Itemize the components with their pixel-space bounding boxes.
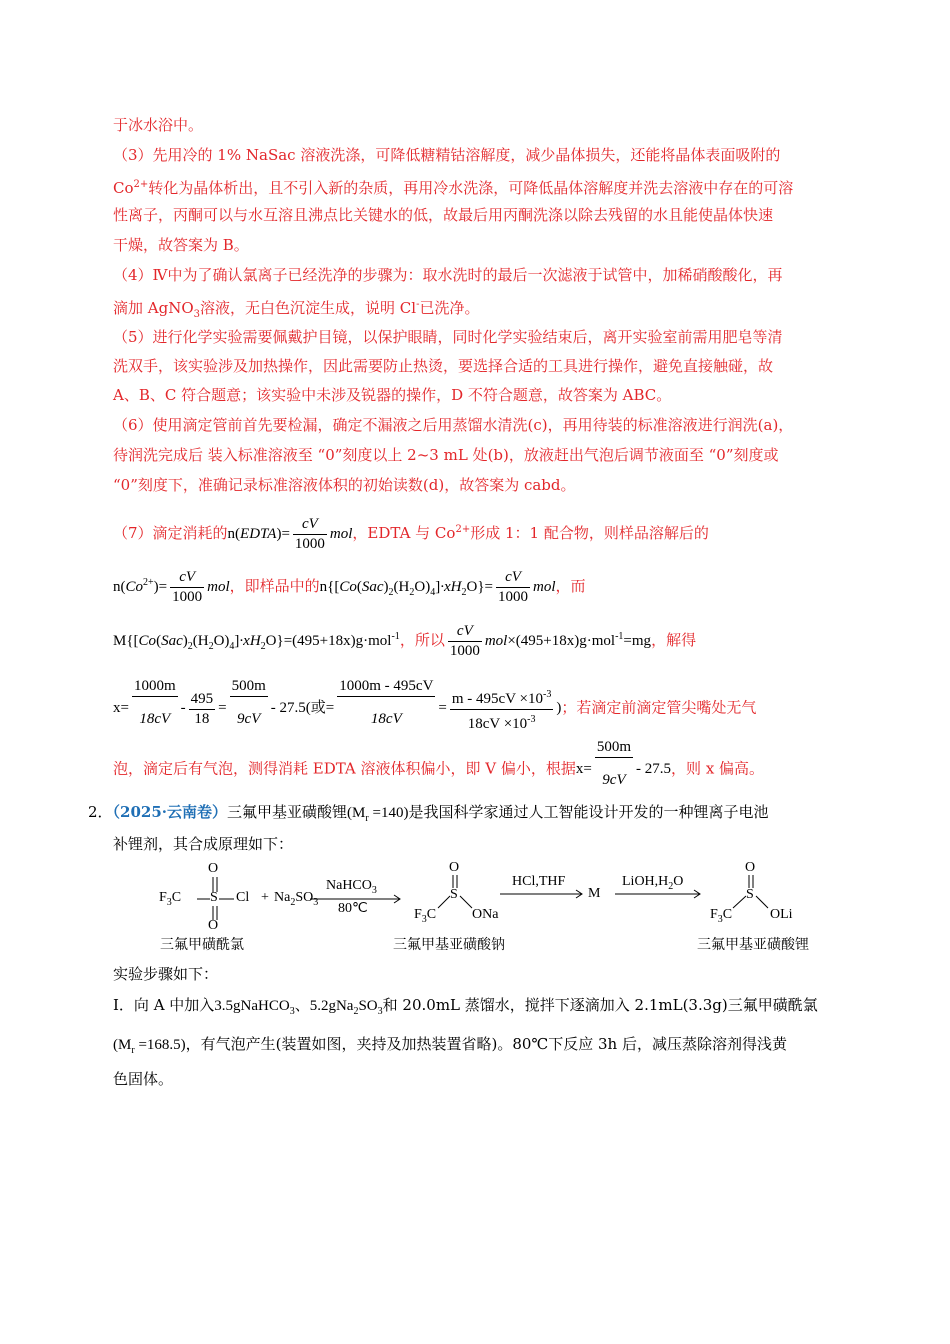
solution-line-9: 洗双手，该实验涉及加热操作，因此需要防止热烫，要选择合适的工具进行操作，避免直接触碰，故 bbox=[113, 357, 774, 375]
reagent-nahco3: NaHCO$_3$ bbox=[326, 878, 377, 896]
cf3-group-1: $F_3C$ bbox=[159, 890, 182, 908]
cf3-group-2: $F_3C$ bbox=[414, 907, 437, 925]
formula-line-2: $n(Co^{2+})=$ $\frac{cV}{1000}$ mol，即样品中的$n\{[Co(Sac)_2(H_2O)_4]\cdot xH_2O\}=$ $\frac{cV}{1000}$ mol，而 bbox=[113, 569, 586, 606]
step-1-line-2: $(M_r =168.5)$，有气泡产生(装置如图，夹持及加热装置省略)。80℃下反应 3h 后，减压蒸除溶剂得浅黄 bbox=[113, 1035, 787, 1056]
fraction-cv-1000: $\frac{cV}{1000}$ bbox=[294, 516, 325, 553]
solution-line-4: 性离子，丙酮可以与水互溶且沸点比关键水的低，故最后用丙酮洗涤以除去残留的水且能使晶体快速 bbox=[113, 206, 774, 224]
steps-title: 实验步骤如下： bbox=[113, 965, 219, 983]
question-2-line-1: 2．（2025·云南卷）三氟甲基亚磺酸锂$(M_r =140)$是我国科学家通过人工智能设计开发的一种锂离子电池 bbox=[88, 803, 769, 824]
formula-line-4: x= $\frac{1000m}{18cV}$ - $\frac{495}{18}$ = $\frac{500m}{9cV} - 27.5$(或= $\frac{1000m - 495cV}{18cV}$ = $\frac{m - 495cV \times 10^{-3}}{18cV \times 10^{-3}}$ )；若滴定前滴定管尖嘴处无气 bbox=[113, 678, 757, 732]
ona-group: ONa bbox=[472, 907, 499, 922]
sulfonyl-oxygen-bottom: O bbox=[208, 918, 219, 933]
solution-line-3: $Co^{2+}$转化为晶体析出，且不引入新的杂质，再用冷水洗涤，可降低晶体溶解度并洗去溶液中存在的可溶 bbox=[113, 179, 794, 197]
sulfur-2: S bbox=[450, 887, 458, 902]
step-1-line-3: 色固体。 bbox=[113, 1070, 174, 1088]
intermediate-M: M bbox=[588, 886, 601, 901]
n-co-formula: $n(Co^{2+})=$ $\frac{cV}{1000}$ mol bbox=[113, 569, 230, 606]
sulfur-1: S bbox=[210, 890, 218, 905]
x-solution-formula: x= $\frac{1000m}{18cV}$ - $\frac{495}{18}$ = $\frac{500m}{9cV} - 27.5$(或= $\frac{1000m - 495cV}{18cV}$ = $\frac{m - 495cV \times 10^{-3}}{18cV \times 10^{-3}}$ ) bbox=[113, 678, 562, 732]
sulfinyl-oxygen-2: O bbox=[449, 860, 460, 875]
formula-line-5: 泡，滴定后有气泡，测得消耗 EDTA 溶液体积偏小，即 V 偏小，根据x= $\frac{500m}{9cV} - 27.5$，则 x 偏高。 bbox=[113, 739, 765, 788]
solution-line-1: 于冰水浴中。 bbox=[113, 116, 204, 134]
question-2-line-2: 补锂剂，其合成原理如下： bbox=[113, 835, 294, 853]
solution-line-13: “0”刻度下，准确记录标准溶液体积的初始读数(d)，故答案为 cabd。 bbox=[113, 476, 576, 494]
condition-temp: 80℃ bbox=[338, 901, 368, 916]
solution-line-7: 滴加 AgNO$_3$溶液，无白色沉淀生成，说明 Cl-已洗净。 bbox=[113, 299, 480, 320]
solution-line-10: A、B、C 符合题意；该实验中未涉及锐器的操作，D 不符合题意，故答案为 ABC。 bbox=[113, 386, 672, 404]
reaction-scheme bbox=[150, 860, 870, 960]
source-tag: （2025·云南卷） bbox=[112, 803, 228, 821]
formula-line-1: （7）滴定消耗的n(EDTA)= $\frac{cV}{1000}$ mol，EDTA 与 $Co^{2+}$形成 1：1 配合物，则样品溶解后的 bbox=[113, 516, 709, 553]
solution-line-2: （3）先用冷的 1% NaSac 溶液洗涤，可降低糖精钴溶解度，减少晶体损失，还能将晶体表面吸附的 bbox=[113, 146, 781, 164]
n-complex-formula: $n\{[Co(Sac)_2(H_2O)_4]\cdot xH_2O\}=$ $\frac{cV}{1000}$ mol bbox=[319, 569, 556, 606]
sodium-sulfite: $Na_2SO_3$ bbox=[274, 890, 319, 908]
sulfinyl-oxygen-3: O bbox=[745, 860, 756, 875]
sulfur-3: S bbox=[746, 887, 754, 902]
solution-line-5: 干燥，故答案为 B。 bbox=[113, 236, 249, 254]
reagent-hcl-thf: HCl,THF bbox=[512, 874, 566, 889]
compound-name-3: 三氟甲基亚磺酸锂 bbox=[697, 938, 809, 953]
solution-line-6: （4）Ⅳ中为了确认氯离子已经洗净的步骤为：取水洗时的最后一次滤液于试管中，加稀硝酸酸化，再 bbox=[113, 266, 783, 284]
cf3-group-3: $F_3C$ bbox=[710, 907, 733, 925]
reagent-lioh: $LiOH,H_2O$ bbox=[622, 874, 684, 892]
molar-mass-formula: $M\{[Co(Sac)_2(H_2O)_4]\cdot xH_2O\}=(495+18x)g\cdot mol^{-1}$ bbox=[113, 631, 400, 652]
solution-line-12: 待润洗完成后 装入标准溶液至 “0”刻度以上 2~3 mL 处(b)，放液赶出气泡后调节液面至 “0”刻度或 bbox=[113, 446, 779, 464]
compound-name-2: 三氟甲基亚磺酸钠 bbox=[393, 938, 505, 953]
plus-sign: + bbox=[261, 890, 269, 905]
sulfonyl-oxygen-top: O bbox=[208, 861, 219, 876]
n-edta-formula: n(EDTA)= $\frac{cV}{1000}$ mol bbox=[227, 516, 353, 553]
chlorine: Cl bbox=[236, 890, 250, 905]
oli-group: OLi bbox=[770, 907, 793, 922]
question-number: 2． bbox=[88, 803, 113, 821]
formula-line-3: $M\{[Co(Sac)_2(H_2O)_4]\cdot xH_2O\}=(495+18x)g\cdot mol^{-1}$，所以 $\frac{cV}{1000}$ mol×(495+18x)g·mol$^{-1}$=mg，解得 bbox=[113, 623, 697, 660]
solution-line-8: （5）进行化学实验需要佩戴护目镜，以保护眼睛，同时化学实验结束后，离开实验室前需用肥皂等清 bbox=[113, 328, 783, 346]
step-1-line-1: I．向 A 中加入3.5gNaHCO$_3$、$5.2gNa_2SO_3$和 20.0mL 蒸馏水，搅拌下逐滴加入 2.1mL(3.3g)三氟甲磺酰氯 bbox=[113, 996, 818, 1017]
compound-name-1: 三氟甲磺酰氯 bbox=[160, 938, 244, 953]
solution-line-11: （6）使用滴定管前首先要检漏，确定不漏液之后用蒸馏水清洗(c)，再用待装的标准溶液进行润洗(a)， bbox=[113, 416, 794, 434]
